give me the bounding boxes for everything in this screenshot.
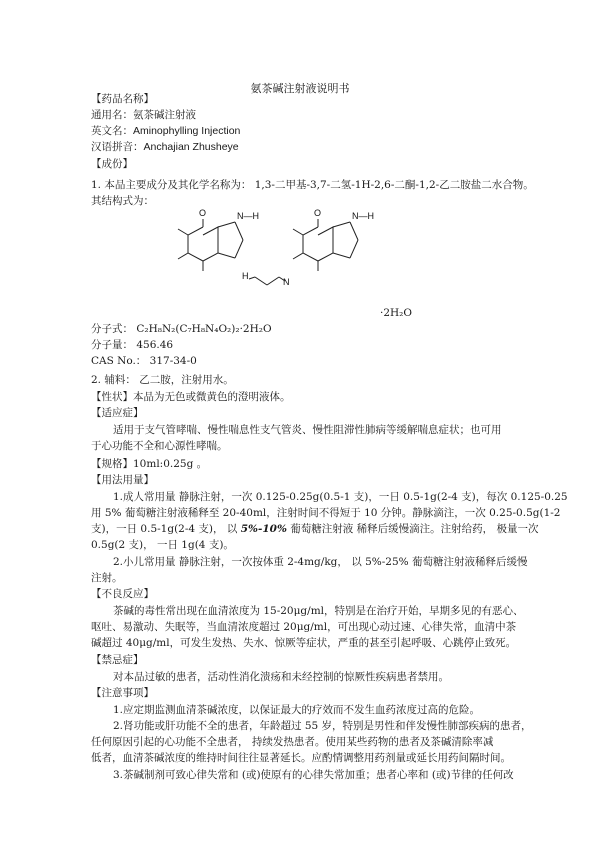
molecular-formula: 分子式： C₂H₈N₂(C₇H₈N₄O₂)₂·2H₂O bbox=[91, 323, 272, 335]
section-header-indications: 【适应症】 bbox=[91, 407, 144, 419]
atom-n-right: N bbox=[283, 277, 290, 287]
indications-line-1: 适用于支气管哮喘、慢性喘息性支气管炎、慢性阻滞性肺病等缓解喘息症状；也可用 bbox=[113, 424, 502, 436]
section-header-composition: 【成份】 bbox=[91, 158, 133, 170]
character-section: 【性状】本品为无色或微黄色的澄明液体。 bbox=[91, 391, 291, 403]
precautions-line-2: 2.肾功能或肝功能不全的患者，年龄超过 55 岁，特别是男性和伴发慢性肺部疾病的患者， bbox=[113, 720, 532, 732]
composition-line-2: 其结构式为： bbox=[91, 195, 154, 207]
document-title: 氨茶碱注射液说明书 bbox=[250, 82, 350, 95]
section-header-adverse: 【不良反应】 bbox=[91, 588, 154, 600]
english-name-label: 英文名： bbox=[91, 125, 133, 137]
precautions-line-3: 任何原因引起的心功能不全患者， 持续发热患者。使用某些药物的患者及茶碱清除率减 bbox=[91, 736, 494, 748]
dosage-line-3a: 支)，一日 0.5-1g(2-4 支)， 以 bbox=[91, 523, 241, 535]
composition-line-1: 1. 本品主要成分及其化学名称为： 1,3-二甲基-3,7-二氢-1H-2,6-二酮-1,2-乙二胺盐二水合物。 bbox=[91, 179, 534, 191]
atom-o-1: O bbox=[199, 208, 207, 218]
atom-o-2: O bbox=[314, 208, 322, 218]
section-header-dosage: 【用法用量】 bbox=[91, 474, 154, 486]
section-header-precautions: 【注意事项】 bbox=[91, 687, 154, 699]
pinyin-label: 汉语拼音： bbox=[91, 141, 144, 153]
molecular-weight: 分子量： 456.46 bbox=[91, 339, 174, 351]
atom-hn-1: N—H bbox=[237, 211, 259, 221]
hydrate-label: ·2H₂O bbox=[380, 307, 412, 319]
dosage-line-3c: 葡萄糖注射液 稀释后缓慢滴注。注射给药， 极量一次 bbox=[286, 523, 539, 535]
dosage-line-6: 注射。 bbox=[91, 572, 123, 584]
contraindications-line-1: 对本品过敏的患者，活动性消化溃疡和未经控制的惊厥性疾病患者禁用。 bbox=[113, 671, 449, 683]
english-name-row bbox=[91, 125, 240, 138]
atom-h-left: H bbox=[242, 271, 249, 281]
structural-formula bbox=[175, 205, 415, 315]
precautions-line-1: 1.应定期监测血清茶碱浓度，以保证最大的疗效而不发生血药浓度过高的危险。 bbox=[113, 704, 481, 716]
excipients: 2. 辅料： 乙二胺，注射用水。 bbox=[91, 374, 234, 386]
dosage-line-1: 1.成人常用量 静脉注射，一次 0.125-0.25g(0.5-1 支)，一日 0.5-1g(2-4 支)，每次 0.125-0.25 bbox=[113, 491, 568, 503]
pinyin-name: Anchajian Zhusheye bbox=[143, 141, 239, 153]
indications-line-2: 于心功能不全和心源性哮喘。 bbox=[91, 440, 228, 452]
adverse-line-2: 呕吐、易激动、失眠等，当血清浓度超过 20μg/ml，可出现心动过速、心律失常，血清中茶 bbox=[91, 621, 517, 633]
english-name: Aminophylling Injection bbox=[133, 125, 241, 137]
section-header-contraindications: 【禁忌症】 bbox=[91, 654, 144, 666]
atom-hn-2: N—H bbox=[352, 211, 374, 221]
generic-name: 通用名：氨茶碱注射液 bbox=[91, 109, 196, 121]
dosage-line-5: 2.小儿常用量 静脉注射，一次按体重 2-4mg/kg， 以 5%-25% 葡萄糖注射液稀释后缓慢 bbox=[113, 556, 528, 568]
precautions-line-4: 低者，血清茶碱浓度的维持时间往往显著延长。应酌情调整用药剂量或延长用药间隔时间。 bbox=[91, 752, 511, 764]
adverse-line-1: 茶碱的毒性常出现在血清浓度为 15-20μg/ml，特别是在治疗开始，早期多见的有恶心、 bbox=[113, 605, 524, 617]
cas-number: CAS No.： 317-34-0 bbox=[91, 355, 197, 367]
dosage-concentration: 5%-10% bbox=[240, 523, 287, 535]
precautions-line-5: 3.茶碱制剂可致心律失常和 (或)使原有的心律失常加重；患者心率和 (或)节律的任何改 bbox=[113, 769, 514, 781]
dosage-line-4: 0.5g(2 支)， 一日 1g(4 支)。 bbox=[91, 539, 234, 551]
dosage-line-2: 用 5% 葡萄糖注射液稀释至 20-40ml，注射时间不得短于 10 分钟。静脉滴注，一次 0.25-0.5g(1-2 bbox=[91, 507, 561, 519]
section-header-name: 【药品名称】 bbox=[91, 93, 154, 105]
spec-section: 【规格】10ml:0.25g 。 bbox=[91, 458, 208, 470]
adverse-line-3: 碱超过 40μg/ml，可发生发热、失水、惊厥等症状，严重的甚至引起呼吸、心跳停止致死。 bbox=[91, 637, 517, 649]
pinyin-name-row bbox=[91, 141, 239, 154]
dosage-line-3 bbox=[91, 523, 538, 536]
